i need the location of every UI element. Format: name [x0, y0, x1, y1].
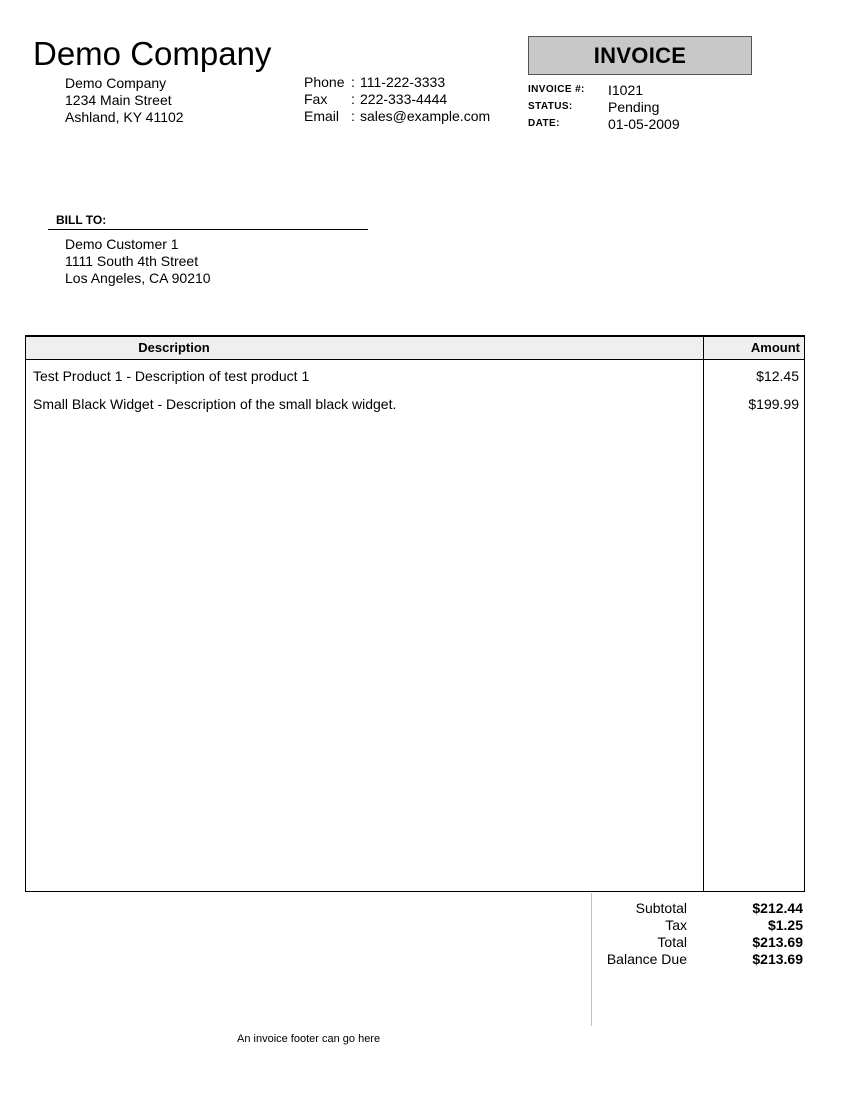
total-label: Tax [665, 917, 687, 933]
bill-to-line: 1111 South 4th Street [65, 253, 199, 269]
total-label: Total [657, 934, 687, 950]
item-description: Test Product 1 - Description of test product 1 [33, 368, 310, 384]
meta-value: Pending [608, 99, 660, 115]
item-amount: $199.99 [748, 396, 799, 412]
invoice-date-row [528, 116, 680, 133]
column-header-amount: Amount [750, 340, 800, 355]
total-value: $213.69 [752, 951, 803, 967]
company-contact [304, 74, 490, 125]
contact-separator: : [351, 108, 355, 124]
totals-block [593, 900, 803, 968]
meta-label: INVOICE #: [528, 84, 585, 95]
contact-label: Phone [304, 74, 345, 90]
contact-value: sales@example.com [360, 108, 491, 124]
total-value: $213.69 [752, 934, 803, 950]
contact-label: Email [304, 108, 340, 124]
invoice-number-row [528, 82, 680, 99]
total-label: Subtotal [635, 900, 687, 916]
balance-due-row [593, 951, 803, 968]
company-address [65, 75, 184, 126]
company-address-line: 1234 Main Street [65, 92, 172, 108]
total-label: Balance Due [606, 951, 687, 967]
contact-separator: : [351, 91, 355, 107]
contact-fax [304, 91, 490, 108]
table-row [26, 366, 804, 386]
totals-divider [591, 893, 592, 1026]
invoice-title: INVOICE [528, 36, 752, 75]
contact-phone [304, 74, 490, 91]
contact-value: 111-222-3333 [360, 74, 446, 90]
contact-separator: : [351, 74, 355, 90]
bill-to-address [65, 236, 211, 287]
bill-to-title: BILL TO: [56, 213, 107, 227]
meta-value: 01-05-2009 [608, 116, 680, 132]
total-value: $212.44 [752, 900, 803, 916]
subtotal-row [593, 900, 803, 917]
meta-label: STATUS: [528, 101, 573, 112]
invoice-footer: An invoice footer can go here [237, 1033, 381, 1045]
tax-row [593, 917, 803, 934]
item-amount: $12.45 [756, 368, 799, 384]
item-description: Small Black Widget - Description of the small black widget. [33, 396, 397, 412]
bill-to-line: Los Angeles, CA 90210 [65, 270, 211, 286]
column-header-description: Description [138, 340, 210, 355]
meta-label: DATE: [528, 118, 560, 129]
contact-email [304, 108, 490, 125]
company-address-line: Demo Company [65, 75, 167, 91]
total-value: $1.25 [767, 917, 803, 933]
invoice-meta [528, 82, 680, 133]
meta-value: I1021 [608, 82, 644, 98]
table-header [26, 337, 804, 360]
company-name: Demo Company [33, 35, 272, 72]
bill-to-divider [48, 229, 368, 230]
invoice-status-row [528, 99, 680, 116]
total-row [593, 934, 803, 951]
contact-value: 222-333-4444 [360, 91, 448, 107]
bill-to-line: Demo Customer 1 [65, 236, 179, 252]
company-address-line: Ashland, KY 41102 [65, 109, 184, 125]
table-row [26, 394, 804, 414]
line-items-table [25, 335, 805, 892]
contact-label: Fax [304, 91, 328, 107]
column-divider [703, 337, 704, 891]
